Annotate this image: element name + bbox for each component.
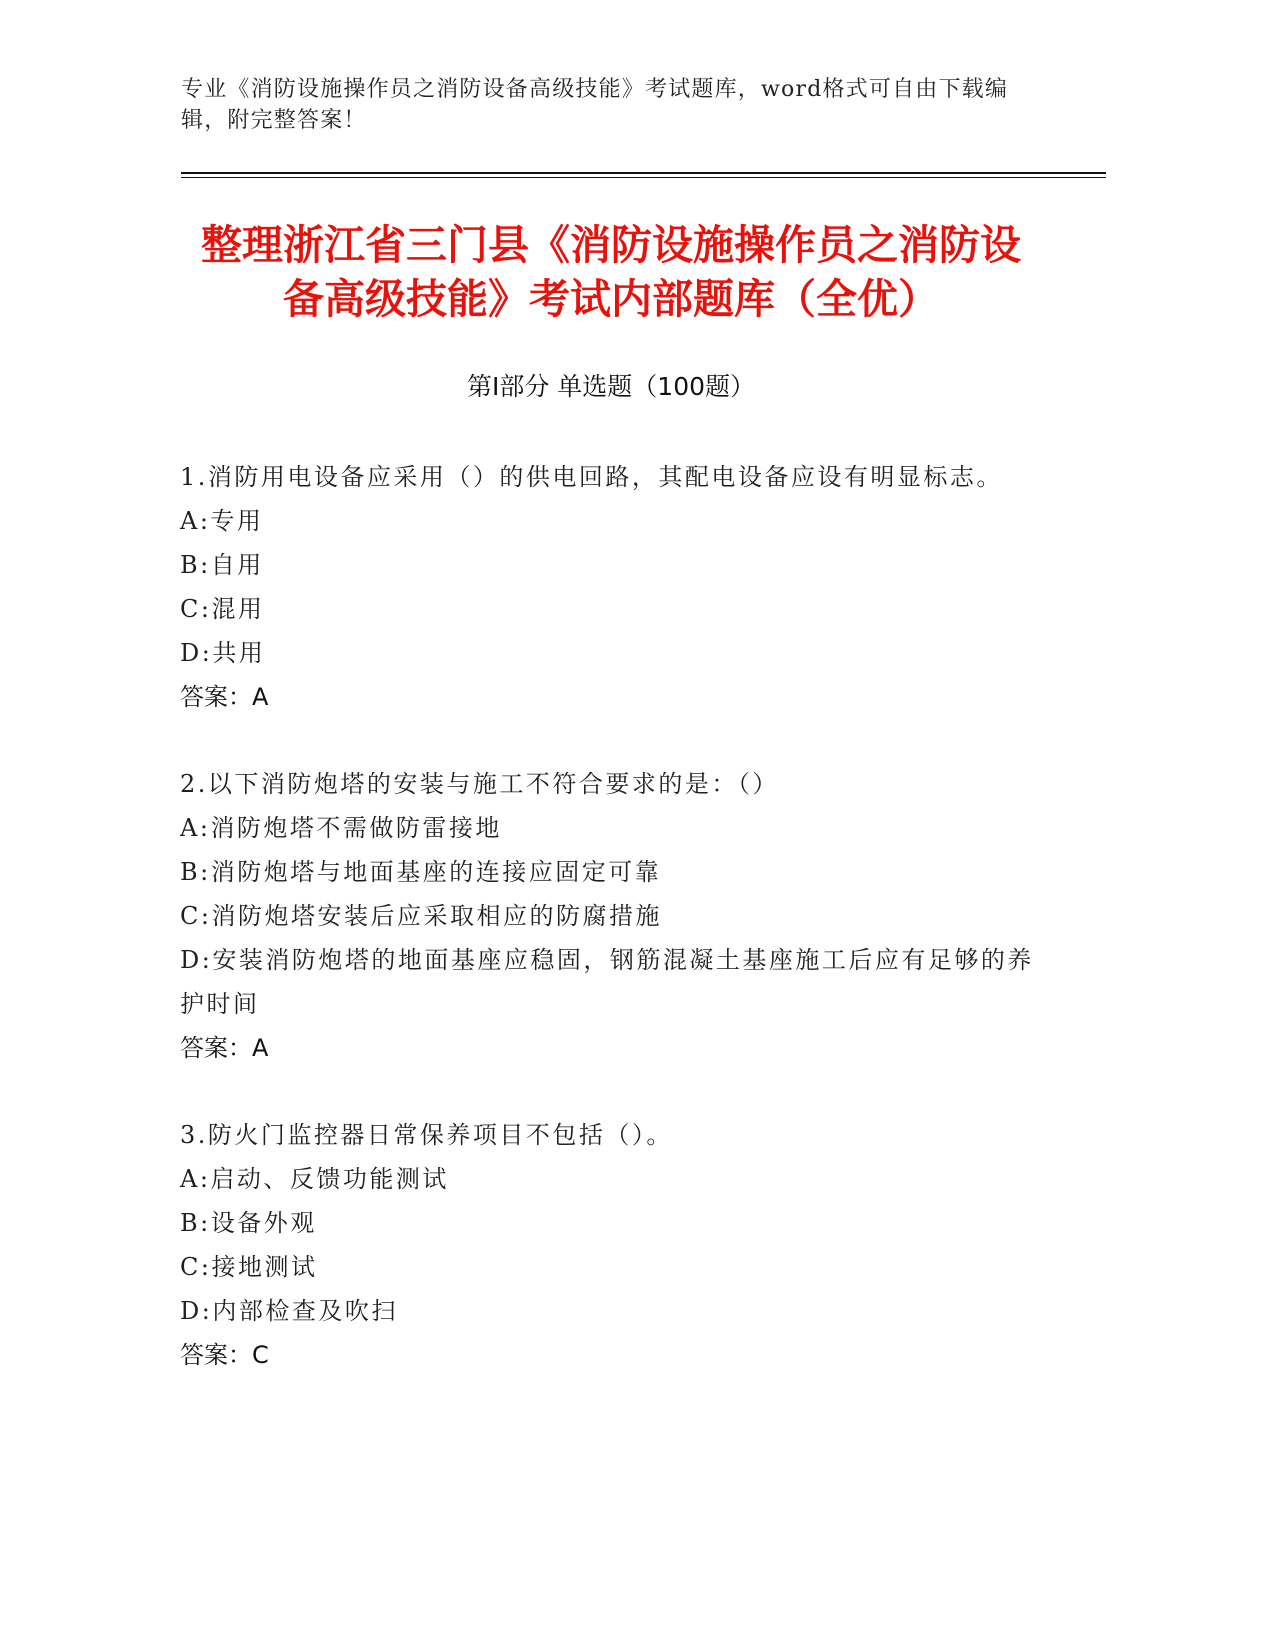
question-1 (180, 455, 1040, 719)
question-stem: 2.以下消防炮塔的安装与施工不符合要求的是：（） (180, 770, 779, 798)
question-2 (180, 762, 1040, 1070)
question-3 (180, 1113, 1040, 1377)
option-d: D:共用 (180, 639, 266, 667)
option-c: C:接地测试 (180, 1253, 318, 1281)
option-a: A:专用 (180, 507, 264, 535)
option-c: C:消防炮塔安装后应采取相应的防腐措施 (180, 902, 662, 930)
answer: 答案：A (180, 1034, 269, 1062)
section-title: 第I部分 单选题（100题） (466, 372, 756, 401)
document-title: 整理浙江省三门县《消防设施操作员之消防设备高级技能》考试内部题库（全优） (201, 221, 1021, 323)
question-list (180, 455, 1040, 1420)
option-a: A:消防炮塔不需做防雷接地 (180, 814, 502, 842)
answer: 答案：A (180, 683, 269, 711)
option-b: B:设备外观 (180, 1209, 317, 1237)
option-d: D:内部检查及吹扫 (180, 1297, 398, 1325)
option-b: B:自用 (180, 551, 264, 579)
question-stem: 1.消防用电设备应采用（）的供电回路，其配电设备应设有明显标志。 (180, 463, 1003, 491)
answer: 答案：C (180, 1341, 269, 1369)
header-divider-thick (181, 172, 1106, 174)
option-c: C:混用 (180, 595, 265, 623)
header-divider-thin (181, 177, 1106, 178)
header-note: 专业《消防设施操作员之消防设备高级技能》考试题库，word格式可自由下载编辑，附完整答案！ (181, 77, 1009, 133)
option-a: A:启动、反馈功能测试 (180, 1165, 449, 1193)
option-b: B:消防炮塔与地面基座的连接应固定可靠 (180, 858, 662, 886)
option-d: D:安装消防炮塔的地面基座应稳固，钢筋混凝土基座施工后应有足够的养护时间 (180, 946, 1034, 1018)
question-stem: 3.防火门监控器日常保养项目不包括（）。 (180, 1121, 673, 1149)
